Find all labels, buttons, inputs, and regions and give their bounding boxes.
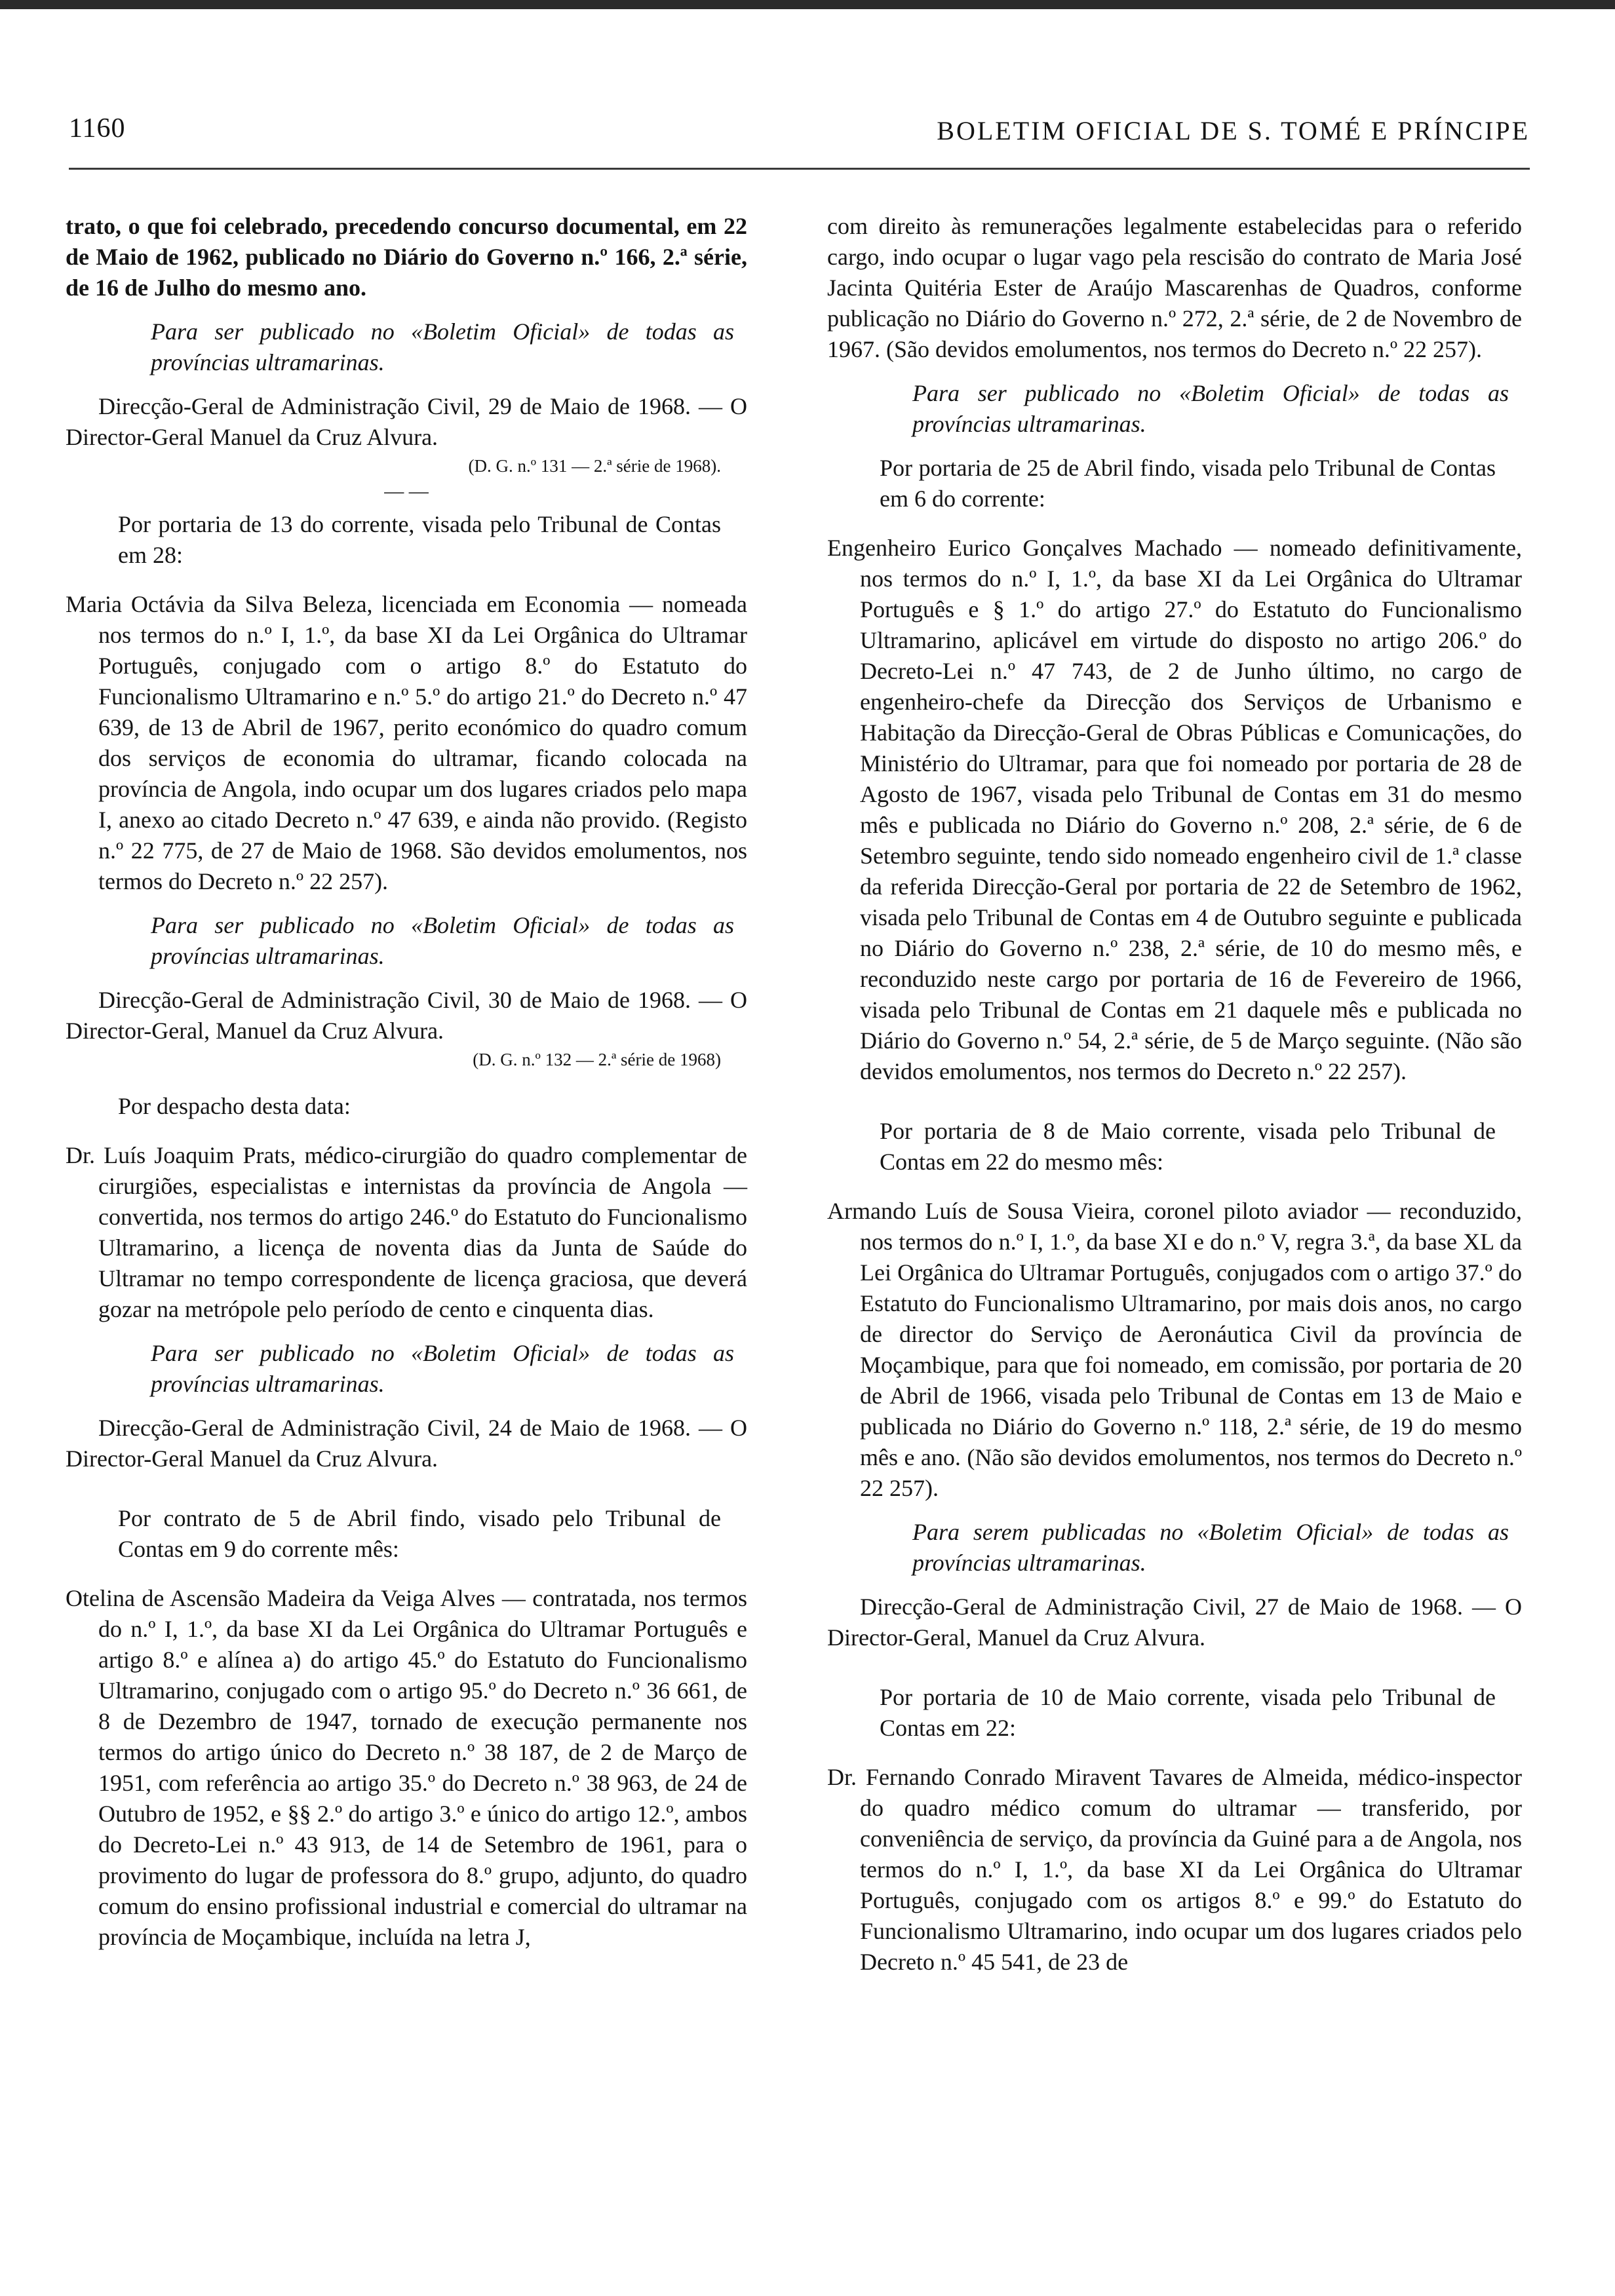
- continued-text: trato, o que foi celebrado, precedendo concurso documental, em 22 de Maio de 1962, publicado no Diário do Governo n.º 166, 2.ª série, de 16 de Julho do mesmo ano.: [66, 213, 747, 301]
- decree-lead: Por contrato de 5 de Abril findo, visado pelo Tribunal de Contas em 9 do corrente mês:: [118, 1505, 721, 1562]
- header-rule: [69, 168, 1530, 170]
- publication-note: Para ser publicado no «Boletim Oficial» de todas as províncias ultramarinas.: [912, 380, 1509, 437]
- signature-line: Direcção-Geral de Administração Civil, 29 de Maio de 1968. — O Director-Geral Manuel da Cruz Alvura.: [66, 393, 747, 450]
- decree-lead: Por despacho desta data:: [118, 1093, 351, 1119]
- continued-text: com direito às remunerações legalmente estabelecidas para o referido cargo, indo ocupar o lugar vago pela rescisão do contrato de Maria José Jacinta Quitéria Ester de Araújo Mascarenhas de Quadros, conforme publicação no Diário do Governo n.º 272, 2.ª série, de 2 de Novembro de 1967. (São devidos emolumentos, nos termos do Decreto n.º 22 257).: [827, 213, 1522, 362]
- decree-lead: Por portaria de 10 de Maio corrente, visada pelo Tribunal de Contas em 22:: [880, 1684, 1496, 1741]
- appointment-entry: Armando Luís de Sousa Vieira, coronel piloto aviador — reconduzido, nos termos do n.º I, 1.º, da base XI e do n.º V, regra 3.ª, da base XL da Lei Orgânica do Ultramar Português, conjugados com o artigo 37.º do Estatuto do Funcionalismo Ultramarino, por mais dois anos, no cargo de director do Serviço de Aeronáutica Civil da província de Moçambique, para que foi nomeado, em comissão, por portaria de 20 de Abril de 1966, visada pelo Tribunal de Contas em 13 de Maio e publicada no Diário do Governo n.º 118, 2.ª série, de 19 do mesmo mês e ano. (Não são devidos emolumentos, nos termos do Decreto n.º 22 257).: [827, 1198, 1522, 1501]
- publication-note: Para serem publicadas no «Boletim Oficial» de todas as províncias ultramarinas.: [912, 1519, 1509, 1576]
- appointment-entry: Dr. Luís Joaquim Prats, médico-cirurgião do quadro complementar de cirurgiões, especialistas e internistas da província de Angola — convertida, nos termos do artigo 246.º do Estatuto do Funcionalismo Ultramarino, a licença de noventa dias da Junta de Saúde do Ultramar no tempo correspondente de licença graciosa, que deverá gozar na metrópole pelo período de cento e cinquenta dias.: [66, 1142, 747, 1322]
- appointment-entry: Otelina de Ascensão Madeira da Veiga Alves — contratada, nos termos do n.º I, 1.º, da base XI da Lei Orgânica do Ultramar Português e artigo 8.º e alínea a) do artigo 45.º do Estatuto do Funcionalismo Ultramarino, conjugado com o artigo 95.º do Decreto n.º 36 661, de 8 de Dezembro de 1947, tornado de execução permanente nos termos do artigo único do Decreto n.º 38 187, de 2 de Março de 1951, com referência ao artigo 35.º do Decreto n.º 38 963, de 24 de Outubro de 1952, e §§ 2.º do artigo 3.º e único do artigo 12.º, ambos do Decreto-Lei n.º 43 913, de 14 de Setembro de 1961, para o provimento do lugar de professora do 8.º grupo, adjunto, do quadro comum do ensino profissional industrial e comercial do ultramar na província de Moçambique, incluída na letra J,: [66, 1585, 747, 1950]
- appointment-entry: Maria Octávia da Silva Beleza, licenciada em Economia — nomeada nos termos do n.º I, 1.º, da base XI da Lei Orgânica do Ultramar Português, conjugado com o artigo 8.º do Estatuto do Funcionalismo Ultramarino e n.º 5.º do artigo 21.º do Decreto n.º 47 639, de 13 de Abril de 1967, perito económico do quadro comum dos serviços de economia do ultramar, ficando colocada na província de Angola, indo ocupar um dos lugares criados pelo mapa I, anexo ao citado Decreto n.º 47 639, e ainda não provido. (Registo n.º 22 775, de 27 de Maio de 1968. São devidos emolumentos, nos termos do Decreto n.º 22 257).: [66, 591, 747, 894]
- signature-line: Direcção-Geral de Administração Civil, 27 de Maio de 1968. — O Director-Geral, Manuel da Cruz Alvura.: [827, 1594, 1522, 1651]
- publication-note: Para ser publicado no «Boletim Oficial» de todas as províncias ultramarinas.: [151, 318, 734, 375]
- publication-note: Para ser publicado no «Boletim Oficial» de todas as províncias ultramarinas.: [151, 1340, 734, 1397]
- signature-line: Direcção-Geral de Administração Civil, 24 de Maio de 1968. — O Director-Geral Manuel da Cruz Alvura.: [66, 1415, 747, 1472]
- gazette-reference: (D. G. n.º 132 — 2.ª série de 1968): [473, 1050, 721, 1069]
- left-column: [66, 211, 747, 1953]
- signature-line: Direcção-Geral de Administração Civil, 30 de Maio de 1968. — O Director-Geral, Manuel da Cruz Alvura.: [66, 987, 747, 1044]
- decree-lead: Por portaria de 8 de Maio corrente, visada pelo Tribunal de Contas em 22 do mesmo mês:: [880, 1118, 1496, 1175]
- page-number: 1160: [69, 113, 126, 144]
- gazette-reference: (D. G. n.º 131 — 2.ª série de 1968).: [468, 456, 721, 476]
- scan-edge: [0, 0, 1615, 9]
- publication-title: BOLETIM OFICIAL DE S. TOMÉ E PRÍNCIPE: [937, 116, 1530, 145]
- appointment-entry: Dr. Fernando Conrado Miravent Tavares de Almeida, médico-inspector do quadro médico comum do ultramar — transferido, por conveniência de serviço, da província da Guiné para a de Angola, nos termos do n.º I, 1.º, da base XI da Lei Orgânica do Ultramar Português, conjugado com os artigos 8.º e 99.º do Estatuto do Funcionalismo Ultramarino, indo ocupar um dos lugares criados pelo Decreto n.º 45 541, de 23 de: [827, 1764, 1522, 1975]
- decree-lead: Por portaria de 25 de Abril findo, visada pelo Tribunal de Contas em 6 do corrente:: [880, 455, 1496, 512]
- right-column: [827, 211, 1522, 1978]
- appointment-entry: Engenheiro Eurico Gonçalves Machado — nomeado definitivamente, nos termos do n.º I, 1.º, da base XI da Lei Orgânica do Ultramar Português e § 1.º do artigo 27.º do Estatuto do Funcionalismo Ultramarino, aplicável em virtude do disposto no artigo 206.º do Decreto-Lei n.º 47 743, de 2 de Junho último, no cargo de engenheiro-chefe da Direcção dos Serviços de Urbanismo e Habitação da Direcção-Geral de Obras Públicas e Comunicações, do Ministério do Ultramar, para que foi nomeado por portaria de 28 de Agosto de 1967, visada pelo Tribunal de Contas em 31 do mesmo mês e publicada no Diário do Governo n.º 208, 2.ª série, de 6 de Setembro seguinte, tendo sido nomeado engenheiro civil de 1.ª classe da referida Direcção-Geral por portaria de 22 de Setembro de 1962, visada pelo Tribunal de Contas em 4 de Outubro seguinte e publicada no Diário do Governo n.º 238, 2.ª série, de 10 do mesmo mês, e reconduzido neste cargo por portaria de 16 de Fevereiro de 1966, visada pelo Tribunal de Contas em 21 daquele mês e publicada no Diário do Governo n.º 54, 2.ª série, de 5 de Março seguinte. (Não são devidos emolumentos, nos termos do Decreto n.º 22 257).: [827, 535, 1522, 1084]
- decree-lead: Por portaria de 13 do corrente, visada pelo Tribunal de Contas em 28:: [118, 511, 721, 568]
- publication-note: Para ser publicado no «Boletim Oficial» de todas as províncias ultramarinas.: [151, 912, 734, 969]
- page-header: [69, 113, 1530, 152]
- section-separator: — —: [384, 480, 429, 502]
